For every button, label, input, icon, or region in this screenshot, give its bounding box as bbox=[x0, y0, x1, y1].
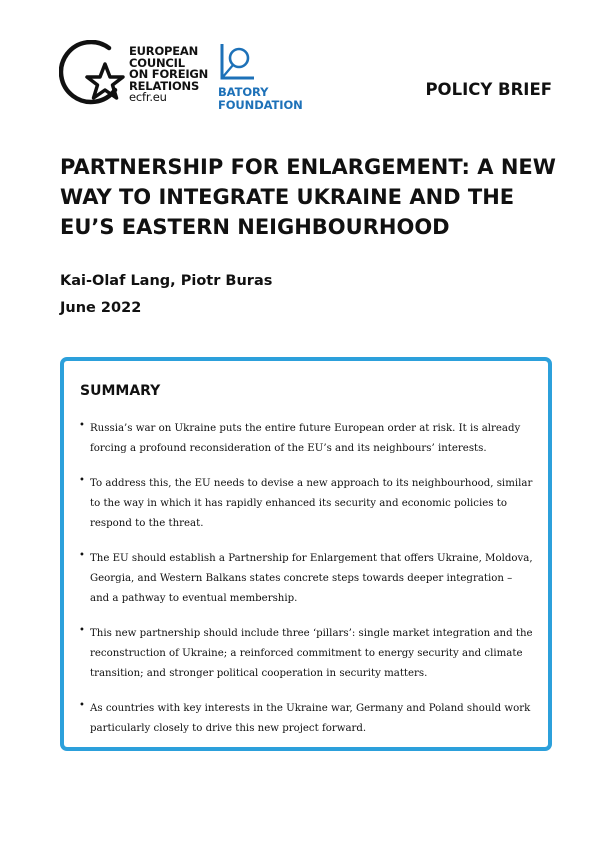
authors: Kai-Olaf Lang, Piotr Buras bbox=[60, 273, 273, 289]
ecfr-url: ecfr.eu bbox=[129, 90, 167, 104]
summary-heading: SUMMARY bbox=[80, 383, 161, 399]
ecfr-line: ON FOREIGN bbox=[129, 67, 209, 81]
summary-item-text: As countries with key interests in the Ukraine war, Germany and Poland should work particularly closely to drive this new project forward. bbox=[90, 703, 531, 734]
summary-item bbox=[78, 474, 534, 534]
batory-logo bbox=[218, 42, 303, 116]
doc-type-label: POLICY BRIEF bbox=[425, 80, 552, 99]
summary-item bbox=[78, 419, 534, 459]
summary-item bbox=[78, 699, 534, 739]
ecfr-logo bbox=[59, 40, 219, 112]
bullet-icon: • bbox=[79, 625, 85, 636]
ecfr-line: COUNCIL bbox=[129, 55, 185, 70]
summary-item-text: To address this, the EU needs to devise a new approach to its neighbourhood, similar to the way in which it has rapidly enhanced its security and economic policies to respond to the threat. bbox=[90, 478, 533, 529]
bullet-icon: • bbox=[79, 550, 85, 561]
ecfr-line: RELATIONS bbox=[129, 78, 200, 93]
summary-item bbox=[78, 549, 534, 609]
publication-date: June 2022 bbox=[60, 300, 142, 316]
batory-line: BATORY bbox=[218, 85, 269, 99]
batory-wordmark bbox=[218, 86, 303, 112]
bullet-icon: • bbox=[79, 475, 85, 486]
ecfr-wordmark bbox=[129, 46, 208, 104]
bullet-icon: • bbox=[79, 700, 85, 711]
summary-list bbox=[78, 419, 534, 754]
summary-item bbox=[78, 624, 534, 684]
summary-item-text: The EU should establish a Partnership for Enlargement that offers Ukraine, Moldova, Georgia, and Western Balkans states concrete steps towards deeper integration – and a pathway to eventual membership. bbox=[90, 553, 533, 604]
summary-box bbox=[60, 357, 552, 751]
summary-item-text: This new partnership should include three ‘pillars’: single market integration and the reconstruction of Ukraine; a reinforced commitment to energy security and climate transition; and stronger political cooperation in security matters. bbox=[90, 628, 533, 679]
batory-line: FOUNDATION bbox=[218, 98, 303, 112]
ecfr-star-icon bbox=[59, 40, 125, 108]
batory-foundation-icon bbox=[218, 42, 256, 82]
ecfr-line: EUROPEAN bbox=[129, 44, 199, 58]
bullet-icon: • bbox=[79, 420, 85, 431]
summary-item-text: Russia’s war on Ukraine puts the entire future European order at risk. It is already forcing a profound reconsideration of the EU’s and its neighbours’ interests. bbox=[90, 423, 521, 454]
page-title: PARTNERSHIP FOR ENLARGEMENT: A NEW WAY TO INTEGRATE UKRAINE AND THE EU’S EASTERN NEIGHBOURHOOD bbox=[60, 155, 556, 239]
